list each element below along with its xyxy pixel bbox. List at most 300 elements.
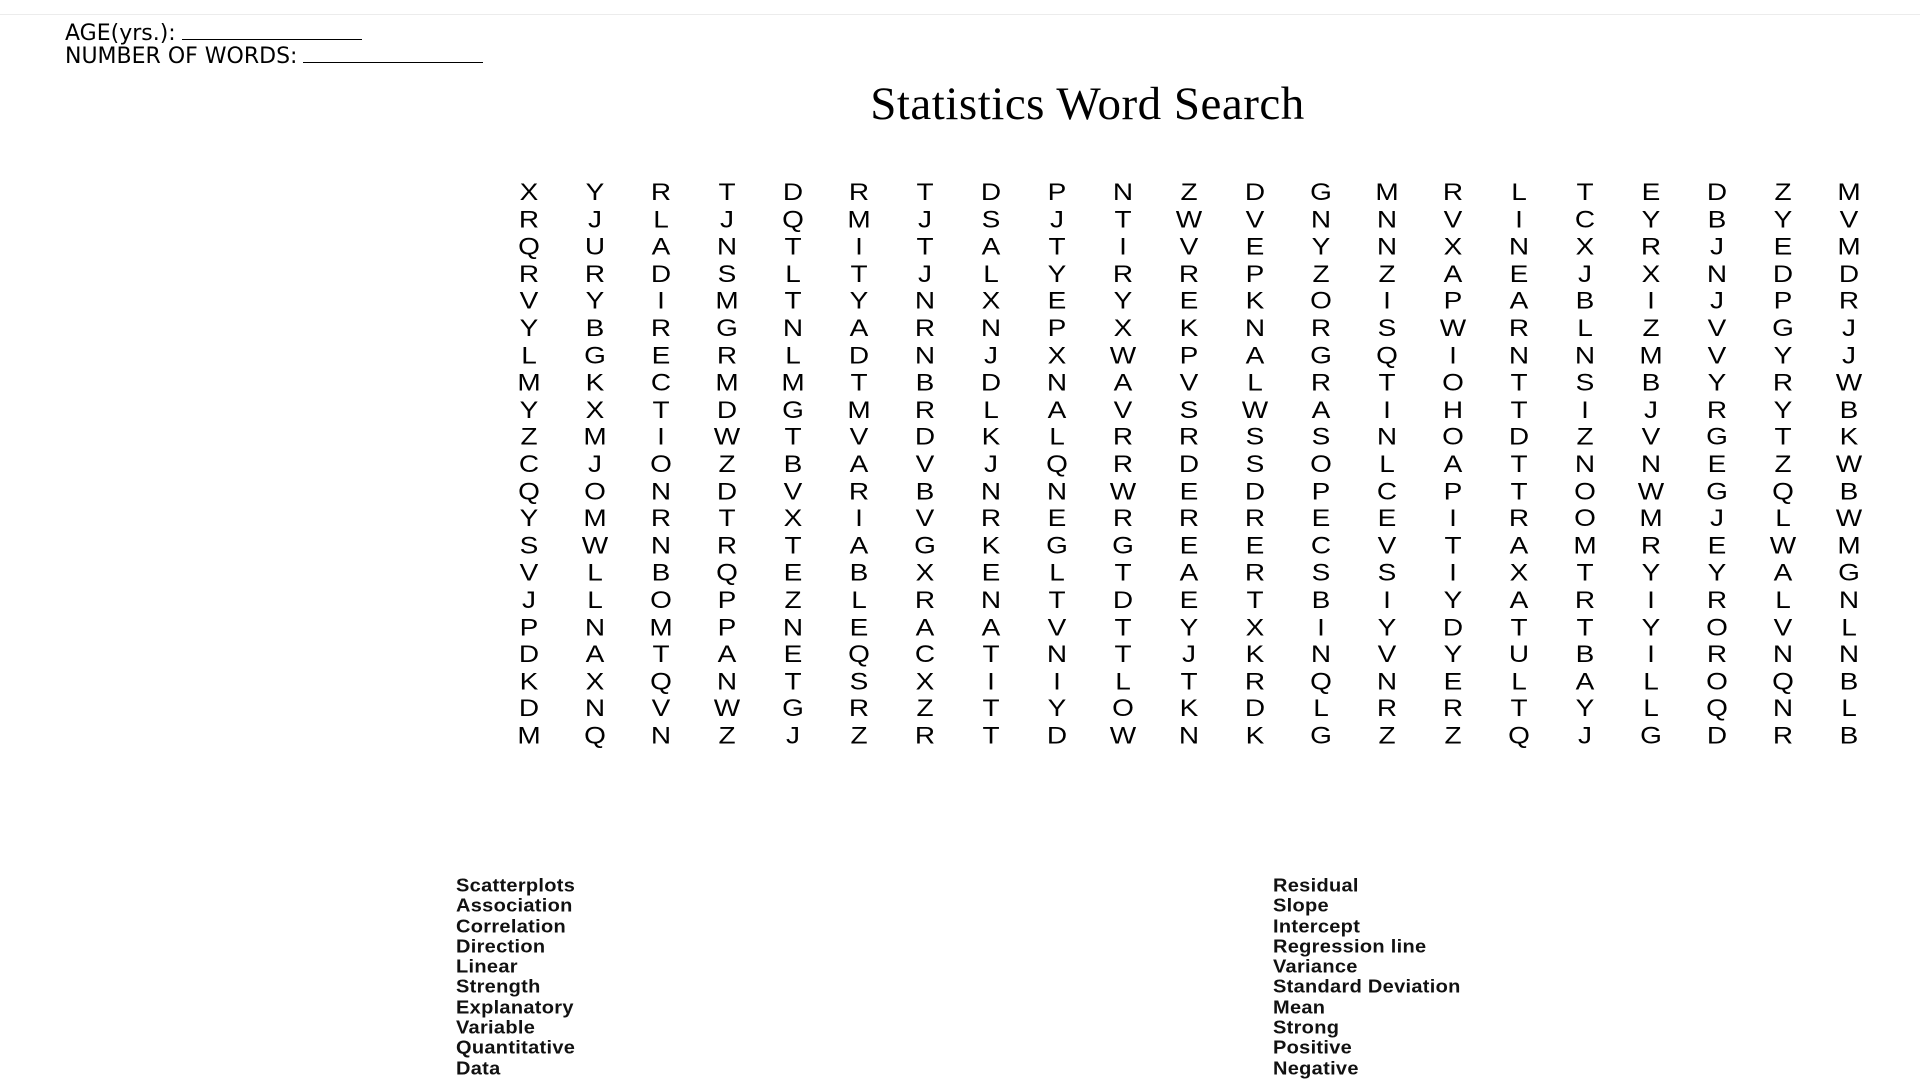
grid-letter[interactable]: R — [848, 694, 870, 722]
grid-letter[interactable]: E — [981, 559, 1001, 586]
grid-letter[interactable]: R — [1244, 504, 1266, 532]
grid-letter[interactable]: O — [1310, 287, 1332, 315]
grid-letter[interactable]: K — [585, 368, 605, 396]
grid-letter[interactable]: B — [1575, 640, 1595, 668]
grid-letter[interactable]: X — [1575, 233, 1595, 260]
grid-letter[interactable]: R — [1640, 233, 1662, 260]
grid-letter[interactable]: Y — [519, 396, 539, 423]
grid-letter[interactable]: B — [1839, 396, 1859, 423]
grid-letter[interactable]: V — [1707, 341, 1727, 369]
grid-letter[interactable]: V — [651, 694, 671, 722]
grid-letter[interactable]: R — [1772, 722, 1794, 749]
grid-letter[interactable]: G — [1310, 178, 1332, 206]
grid-letter[interactable]: G — [1838, 559, 1860, 586]
grid-letter[interactable]: R — [1838, 287, 1860, 315]
grid-letter[interactable]: J — [1710, 287, 1724, 315]
grid-letter[interactable]: I — [1383, 287, 1391, 315]
grid-letter[interactable]: T — [982, 722, 1000, 749]
grid-letter[interactable]: R — [848, 178, 870, 206]
grid-letter[interactable]: Z — [1378, 260, 1396, 287]
grid-letter[interactable]: R — [518, 260, 540, 287]
grid-letter[interactable]: R — [980, 504, 1002, 532]
grid-letter[interactable]: R — [1772, 368, 1794, 396]
grid-letter[interactable]: R — [1706, 586, 1728, 613]
grid-letter[interactable]: T — [1114, 205, 1132, 233]
grid-letter[interactable]: M — [715, 287, 739, 315]
grid-letter[interactable]: P — [1443, 287, 1463, 315]
grid-letter[interactable]: X — [981, 287, 1001, 315]
grid-letter[interactable]: D — [1244, 178, 1266, 206]
grid-letter[interactable]: V — [1047, 613, 1067, 641]
grid-letter[interactable]: R — [1442, 694, 1464, 722]
grid-letter[interactable]: A — [1113, 368, 1133, 396]
grid-letter[interactable]: G — [584, 341, 606, 369]
grid-letter[interactable]: A — [1179, 559, 1199, 586]
grid-letter[interactable]: I — [1383, 586, 1391, 613]
grid-letter[interactable]: P — [1245, 260, 1265, 287]
grid-letter[interactable]: Q — [1508, 722, 1530, 749]
grid-letter[interactable]: Y — [519, 314, 539, 342]
grid-letter[interactable]: R — [1508, 314, 1530, 342]
grid-letter[interactable]: N — [1310, 205, 1332, 233]
grid-letter[interactable]: Q — [716, 559, 738, 586]
grid-letter[interactable]: Z — [1774, 450, 1792, 478]
word-search-grid[interactable] — [496, 177, 1882, 748]
grid-letter[interactable]: Y — [1641, 613, 1661, 641]
grid-letter[interactable]: T — [1510, 450, 1528, 478]
grid-letter[interactable]: A — [1773, 559, 1793, 586]
grid-letter[interactable]: N — [782, 613, 804, 641]
grid-letter[interactable]: M — [517, 722, 541, 749]
grid-letter[interactable]: T — [1246, 586, 1264, 613]
grid-letter[interactable]: R — [650, 504, 672, 532]
grid-letter[interactable]: Y — [1047, 260, 1067, 287]
grid-letter[interactable]: X — [585, 667, 605, 695]
grid-letter[interactable]: O — [1442, 368, 1464, 396]
grid-letter[interactable]: X — [585, 396, 605, 423]
grid-letter[interactable]: N — [650, 477, 672, 505]
grid-letter[interactable]: B — [915, 368, 935, 396]
grid-letter[interactable]: P — [1047, 178, 1067, 206]
grid-letter[interactable]: J — [1842, 341, 1856, 369]
grid-letter[interactable]: S — [1311, 559, 1331, 586]
grid-letter[interactable]: U — [584, 233, 606, 260]
grid-letter[interactable]: A — [1509, 586, 1529, 613]
grid-letter[interactable]: I — [855, 233, 863, 260]
grid-letter[interactable]: A — [1245, 341, 1265, 369]
grid-letter[interactable]: N — [1574, 341, 1596, 369]
grid-letter[interactable]: V — [1773, 613, 1793, 641]
grid-letter[interactable]: A — [1311, 396, 1331, 423]
grid-letter[interactable]: T — [1114, 559, 1132, 586]
grid-letter[interactable]: Z — [1444, 722, 1462, 749]
grid-letter[interactable]: Q — [1310, 667, 1332, 695]
grid-letter[interactable]: N — [1046, 368, 1068, 396]
grid-letter[interactable]: M — [715, 368, 739, 396]
grid-letter[interactable]: A — [915, 613, 935, 641]
grid-letter[interactable]: D — [1244, 694, 1266, 722]
grid-letter[interactable]: V — [519, 559, 539, 586]
grid-letter[interactable]: T — [916, 233, 934, 260]
grid-letter[interactable]: T — [1576, 178, 1594, 206]
grid-letter[interactable]: L — [587, 586, 603, 613]
grid-letter[interactable]: T — [1510, 694, 1528, 722]
grid-letter[interactable]: J — [984, 341, 998, 369]
grid-letter[interactable]: O — [1574, 477, 1596, 505]
grid-letter[interactable]: B — [585, 314, 605, 342]
grid-letter[interactable]: M — [1573, 531, 1597, 559]
grid-letter[interactable]: G — [782, 694, 804, 722]
grid-letter[interactable]: Z — [850, 722, 868, 749]
grid-letter[interactable]: N — [584, 694, 606, 722]
grid-letter[interactable]: Q — [782, 205, 804, 233]
grid-letter[interactable]: Z — [784, 586, 802, 613]
grid-letter[interactable]: E — [1245, 531, 1265, 559]
grid-letter[interactable]: N — [650, 722, 672, 749]
grid-letter[interactable]: N — [1640, 450, 1662, 478]
grid-letter[interactable]: J — [984, 450, 998, 478]
grid-letter[interactable]: O — [1442, 423, 1464, 450]
grid-letter[interactable]: M — [583, 423, 607, 450]
grid-letter[interactable]: I — [657, 423, 665, 450]
grid-letter[interactable]: L — [1511, 667, 1527, 695]
grid-letter[interactable]: B — [915, 477, 935, 505]
grid-letter[interactable]: J — [1182, 640, 1196, 668]
grid-letter[interactable]: Y — [1773, 341, 1793, 369]
grid-letter[interactable]: Y — [585, 178, 605, 206]
grid-letter[interactable]: W — [1637, 477, 1665, 505]
grid-letter[interactable]: A — [585, 640, 605, 668]
grid-letter[interactable]: Y — [585, 287, 605, 315]
grid-letter[interactable]: A — [1047, 396, 1067, 423]
grid-letter[interactable]: T — [1774, 423, 1792, 450]
grid-letter[interactable]: Z — [1180, 178, 1198, 206]
grid-letter[interactable]: D — [650, 260, 672, 287]
grid-letter[interactable]: L — [1841, 613, 1857, 641]
grid-letter[interactable]: J — [1842, 314, 1856, 342]
grid-letter[interactable]: C — [1376, 477, 1398, 505]
grid-letter[interactable]: L — [1049, 559, 1065, 586]
grid-letter[interactable]: J — [1578, 260, 1592, 287]
grid-letter[interactable]: W — [1835, 368, 1863, 396]
grid-letter[interactable]: E — [1311, 504, 1331, 532]
grid-letter[interactable]: M — [1375, 178, 1399, 206]
grid-letter[interactable]: T — [718, 178, 736, 206]
grid-letter[interactable]: D — [914, 423, 936, 450]
grid-letter[interactable]: V — [1377, 640, 1397, 668]
grid-letter[interactable]: Y — [1113, 287, 1133, 315]
grid-letter[interactable]: S — [1245, 450, 1265, 478]
grid-letter[interactable]: A — [981, 233, 1001, 260]
grid-letter[interactable]: N — [1376, 423, 1398, 450]
grid-letter[interactable]: E — [1179, 477, 1199, 505]
grid-letter[interactable]: V — [1245, 205, 1265, 233]
grid-letter[interactable]: N — [650, 531, 672, 559]
grid-letter[interactable]: G — [1772, 314, 1794, 342]
grid-letter[interactable]: Q — [518, 233, 540, 260]
grid-letter[interactable]: W — [1109, 341, 1137, 369]
grid-letter[interactable]: X — [1113, 314, 1133, 342]
grid-letter[interactable]: T — [784, 667, 802, 695]
grid-letter[interactable]: G — [1310, 341, 1332, 369]
grid-letter[interactable]: V — [519, 287, 539, 315]
grid-letter[interactable]: B — [1839, 722, 1859, 749]
grid-letter[interactable]: I — [657, 287, 665, 315]
grid-letter[interactable]: B — [1575, 287, 1595, 315]
grid-letter[interactable]: W — [1109, 477, 1137, 505]
grid-letter[interactable]: Q — [1772, 667, 1794, 695]
grid-letter[interactable]: Y — [1773, 396, 1793, 423]
grid-letter[interactable]: E — [1179, 586, 1199, 613]
grid-letter[interactable]: A — [1509, 287, 1529, 315]
grid-letter[interactable]: I — [1053, 667, 1061, 695]
grid-letter[interactable]: Z — [718, 450, 736, 478]
grid-letter[interactable]: R — [1178, 260, 1200, 287]
grid-letter[interactable]: G — [716, 314, 738, 342]
grid-letter[interactable]: R — [1508, 504, 1530, 532]
grid-letter[interactable]: V — [1113, 396, 1133, 423]
grid-letter[interactable]: Q — [518, 477, 540, 505]
grid-letter[interactable]: O — [1310, 450, 1332, 478]
grid-letter[interactable]: B — [1311, 586, 1331, 613]
grid-letter[interactable]: L — [1643, 694, 1659, 722]
grid-letter[interactable]: R — [518, 205, 540, 233]
grid-letter[interactable]: Y — [1641, 559, 1661, 586]
grid-letter[interactable]: V — [915, 504, 935, 532]
grid-letter[interactable]: R — [914, 314, 936, 342]
grid-letter[interactable]: L — [1049, 423, 1065, 450]
grid-letter[interactable]: C — [1310, 531, 1332, 559]
grid-letter[interactable]: X — [915, 667, 935, 695]
grid-letter[interactable]: A — [849, 531, 869, 559]
grid-letter[interactable]: T — [1510, 613, 1528, 641]
grid-letter[interactable]: M — [1837, 531, 1861, 559]
grid-letter[interactable]: Y — [1179, 613, 1199, 641]
grid-letter[interactable]: N — [716, 233, 738, 260]
grid-letter[interactable]: T — [1114, 613, 1132, 641]
grid-letter[interactable]: N — [1310, 640, 1332, 668]
grid-letter[interactable]: G — [1706, 423, 1728, 450]
grid-letter[interactable]: I — [987, 667, 995, 695]
grid-letter[interactable]: N — [1112, 178, 1134, 206]
grid-letter[interactable]: M — [1837, 178, 1861, 206]
number-of-words-blank-line[interactable] — [303, 44, 483, 63]
grid-letter[interactable]: C — [914, 640, 936, 668]
grid-letter[interactable]: N — [1376, 667, 1398, 695]
grid-letter[interactable]: B — [651, 559, 671, 586]
grid-letter[interactable]: Y — [1377, 613, 1397, 641]
grid-letter[interactable]: C — [650, 368, 672, 396]
grid-letter[interactable]: S — [519, 531, 539, 559]
grid-letter[interactable]: P — [1179, 341, 1199, 369]
grid-letter[interactable]: X — [1443, 233, 1463, 260]
grid-letter[interactable]: E — [1377, 504, 1397, 532]
grid-letter[interactable]: R — [1310, 314, 1332, 342]
grid-letter[interactable]: L — [1313, 694, 1329, 722]
grid-letter[interactable]: L — [1775, 504, 1791, 532]
grid-letter[interactable]: Y — [849, 287, 869, 315]
grid-letter[interactable]: B — [1641, 368, 1661, 396]
grid-letter[interactable]: J — [1710, 504, 1724, 532]
grid-letter[interactable]: W — [713, 423, 741, 450]
grid-letter[interactable]: T — [784, 531, 802, 559]
grid-letter[interactable]: N — [1772, 640, 1794, 668]
grid-letter[interactable]: M — [649, 613, 673, 641]
grid-letter[interactable]: T — [1378, 368, 1396, 396]
grid-letter[interactable]: N — [584, 613, 606, 641]
grid-letter[interactable]: J — [1644, 396, 1658, 423]
grid-letter[interactable]: R — [914, 396, 936, 423]
grid-letter[interactable]: Q — [1376, 341, 1398, 369]
grid-letter[interactable]: O — [1706, 613, 1728, 641]
grid-letter[interactable]: K — [1839, 423, 1859, 450]
grid-letter[interactable]: T — [1048, 233, 1066, 260]
grid-letter[interactable]: D — [1706, 178, 1728, 206]
grid-letter[interactable]: O — [1706, 667, 1728, 695]
grid-letter[interactable]: L — [587, 559, 603, 586]
grid-letter[interactable]: R — [1178, 504, 1200, 532]
grid-letter[interactable]: E — [651, 341, 671, 369]
grid-letter[interactable]: R — [1244, 667, 1266, 695]
grid-letter[interactable]: W — [581, 531, 609, 559]
grid-letter[interactable]: L — [983, 396, 999, 423]
grid-letter[interactable]: T — [982, 640, 1000, 668]
grid-letter[interactable]: P — [519, 613, 539, 641]
grid-letter[interactable]: E — [1245, 233, 1265, 260]
grid-letter[interactable]: T — [784, 287, 802, 315]
grid-letter[interactable]: R — [848, 477, 870, 505]
grid-letter[interactable]: X — [519, 178, 539, 206]
grid-letter[interactable]: Z — [1576, 423, 1594, 450]
grid-letter[interactable]: I — [1449, 559, 1457, 586]
grid-letter[interactable]: R — [1706, 640, 1728, 668]
grid-letter[interactable]: W — [1241, 396, 1269, 423]
grid-letter[interactable]: L — [1379, 450, 1395, 478]
grid-letter[interactable]: N — [980, 477, 1002, 505]
grid-letter[interactable]: D — [1706, 722, 1728, 749]
grid-letter[interactable]: N — [1376, 233, 1398, 260]
grid-letter[interactable]: N — [782, 314, 804, 342]
grid-letter[interactable]: Y — [519, 504, 539, 532]
grid-letter[interactable]: T — [784, 233, 802, 260]
grid-letter[interactable]: T — [916, 178, 934, 206]
grid-letter[interactable]: Y — [1443, 640, 1463, 668]
grid-letter[interactable]: I — [1581, 396, 1589, 423]
grid-letter[interactable]: M — [1837, 233, 1861, 260]
grid-letter[interactable]: N — [1574, 450, 1596, 478]
grid-letter[interactable]: R — [716, 341, 738, 369]
grid-letter[interactable]: L — [983, 260, 999, 287]
grid-letter[interactable]: B — [1839, 477, 1859, 505]
grid-letter[interactable]: V — [1179, 368, 1199, 396]
grid-letter[interactable]: N — [1376, 205, 1398, 233]
grid-letter[interactable]: X — [1047, 341, 1067, 369]
grid-letter[interactable]: K — [981, 531, 1001, 559]
grid-letter[interactable]: D — [1838, 260, 1860, 287]
grid-letter[interactable]: L — [785, 341, 801, 369]
grid-letter[interactable]: O — [650, 450, 672, 478]
grid-letter[interactable]: D — [716, 477, 738, 505]
grid-letter[interactable]: L — [851, 586, 867, 613]
grid-letter[interactable]: L — [1775, 586, 1791, 613]
grid-letter[interactable]: X — [1641, 260, 1661, 287]
grid-letter[interactable]: S — [1179, 396, 1199, 423]
grid-letter[interactable]: N — [980, 314, 1002, 342]
grid-letter[interactable]: I — [1647, 287, 1655, 315]
grid-letter[interactable]: L — [1115, 667, 1131, 695]
grid-letter[interactable]: R — [1376, 694, 1398, 722]
grid-letter[interactable]: I — [1449, 504, 1457, 532]
grid-letter[interactable]: N — [1508, 341, 1530, 369]
grid-letter[interactable]: J — [588, 450, 602, 478]
grid-letter[interactable]: X — [1245, 613, 1265, 641]
grid-letter[interactable]: E — [783, 559, 803, 586]
grid-letter[interactable]: A — [717, 640, 737, 668]
grid-letter[interactable]: Z — [1378, 722, 1396, 749]
grid-letter[interactable]: M — [583, 504, 607, 532]
grid-letter[interactable]: M — [517, 368, 541, 396]
grid-letter[interactable]: Z — [1312, 260, 1330, 287]
grid-letter[interactable]: V — [915, 450, 935, 478]
grid-letter[interactable]: D — [848, 341, 870, 369]
grid-letter[interactable]: L — [1247, 368, 1263, 396]
grid-letter[interactable]: V — [1707, 314, 1727, 342]
grid-letter[interactable]: N — [914, 287, 936, 315]
grid-letter[interactable]: I — [1317, 613, 1325, 641]
grid-letter[interactable]: E — [1509, 260, 1529, 287]
grid-letter[interactable]: T — [652, 640, 670, 668]
grid-letter[interactable]: E — [1047, 504, 1067, 532]
grid-letter[interactable]: N — [914, 341, 936, 369]
grid-letter[interactable]: T — [1510, 368, 1528, 396]
grid-letter[interactable]: Q — [848, 640, 870, 668]
grid-letter[interactable]: L — [521, 341, 537, 369]
grid-letter[interactable]: G — [1310, 722, 1332, 749]
grid-letter[interactable]: W — [1175, 205, 1203, 233]
age-blank-line[interactable] — [182, 21, 362, 40]
grid-letter[interactable]: S — [1245, 423, 1265, 450]
grid-letter[interactable]: E — [1047, 287, 1067, 315]
grid-letter[interactable]: D — [1772, 260, 1794, 287]
grid-letter[interactable]: S — [1377, 559, 1397, 586]
grid-letter[interactable]: C — [1574, 205, 1596, 233]
grid-letter[interactable]: B — [783, 450, 803, 478]
grid-letter[interactable]: M — [1639, 504, 1663, 532]
grid-letter[interactable]: P — [1311, 477, 1331, 505]
grid-letter[interactable]: A — [1509, 531, 1529, 559]
grid-letter[interactable]: S — [1377, 314, 1397, 342]
grid-letter[interactable]: Z — [1642, 314, 1660, 342]
grid-letter[interactable]: D — [518, 640, 540, 668]
grid-letter[interactable]: R — [1112, 423, 1134, 450]
grid-letter[interactable]: W — [713, 694, 741, 722]
grid-letter[interactable]: I — [1383, 396, 1391, 423]
grid-letter[interactable]: E — [1443, 667, 1463, 695]
grid-letter[interactable]: R — [1706, 396, 1728, 423]
grid-letter[interactable]: S — [849, 667, 869, 695]
grid-letter[interactable]: N — [1244, 314, 1266, 342]
grid-letter[interactable]: Y — [1707, 559, 1727, 586]
grid-letter[interactable]: R — [1112, 450, 1134, 478]
grid-letter[interactable]: T — [718, 504, 736, 532]
number-of-words-field[interactable] — [65, 44, 483, 69]
grid-letter[interactable]: I — [855, 504, 863, 532]
grid-letter[interactable]: I — [1449, 341, 1457, 369]
grid-letter[interactable]: T — [850, 368, 868, 396]
grid-letter[interactable]: Y — [1575, 694, 1595, 722]
grid-letter[interactable]: L — [1643, 667, 1659, 695]
grid-letter[interactable]: D — [518, 694, 540, 722]
